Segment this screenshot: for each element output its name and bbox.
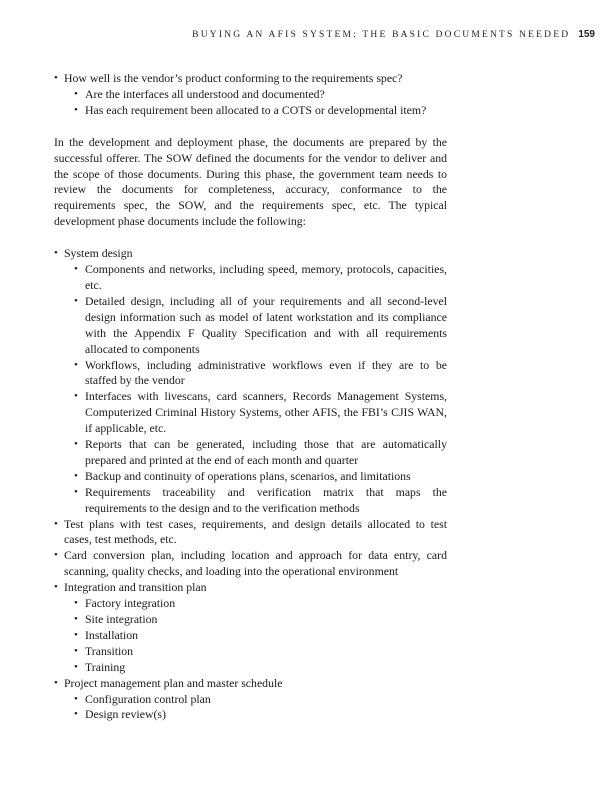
sub-list-item: • Configuration control plan bbox=[64, 692, 447, 708]
sub-list-item: • Installation bbox=[64, 628, 447, 644]
sub-list-item: • Site integration bbox=[64, 612, 447, 628]
sub-list-item: • Are the interfaces all understood and documented? bbox=[64, 87, 447, 103]
sub-list-item: • Interfaces with livescans, card scanners, Records Management Systems, Computerized Criminal History Systems, other AFIS, the FBI’s CJIS WAN, if applicable, etc. bbox=[64, 389, 447, 437]
sub-list-item: • Reports that can be generated, including those that are automatically prepared and printed at the end of each month and quarter bbox=[64, 437, 447, 469]
body-paragraph: In the development and deployment phase, the documents are prepared by the successful offerer. The SOW defined the documents for the vendor to deliver and the scope of those documents. During this phase, the government team needs to review the documents for completeness, accuracy, conformance to the requirements spec, the SOW, and the requirements spec, etc. The typical development phase documents include the following: bbox=[54, 134, 447, 229]
sub-list bbox=[64, 692, 447, 724]
list-item-text: Project management plan and master schedule bbox=[64, 675, 283, 690]
sub-list-item: • Detailed design, including all of your requirements and all second-level design information such as model of latent workstation and its compliance with the Appendix F Quality Specification and with all requirements allocated to components bbox=[64, 294, 447, 358]
intro-list bbox=[54, 71, 447, 119]
sub-list-item: • Training bbox=[64, 660, 447, 676]
list-item bbox=[54, 548, 447, 580]
sub-list-item: • Components and networks, including speed, memory, protocols, capacities, etc. bbox=[64, 262, 447, 294]
documents-list bbox=[54, 246, 447, 723]
list-item-text: System design bbox=[64, 246, 133, 261]
list-item-text: Test plans with test cases, requirements, and design details allocated to test cases, test methods, etc. bbox=[64, 516, 447, 547]
list-item bbox=[54, 676, 447, 724]
sub-list bbox=[64, 596, 447, 676]
list-item bbox=[54, 517, 447, 549]
list-item bbox=[54, 580, 447, 675]
sub-list-item: • Backup and continuity of operations plans, scenarios, and limitations bbox=[64, 469, 447, 485]
list-item-text: Card conversion plan, including location and approach for data entry, card scanning, quality checks, and loading into the operational environment bbox=[64, 548, 447, 579]
list-item-text: Integration and transition plan bbox=[64, 580, 207, 595]
list-item-text: How well is the vendor’s product conforming to the requirements spec? bbox=[64, 71, 403, 85]
sub-list-item: • Requirements traceability and verification matrix that maps the requirements to the design and to the verification methods bbox=[64, 485, 447, 517]
page-number: 159 bbox=[578, 29, 595, 40]
sub-list-item: • Design review(s) bbox=[64, 707, 447, 723]
list-item bbox=[54, 246, 447, 516]
sub-list-item: • Has each requirement been allocated to a COTS or developmental item? bbox=[64, 103, 447, 119]
sub-list-item: • Transition bbox=[64, 644, 447, 660]
list-item bbox=[54, 71, 447, 119]
running-title: BUYING AN AFIS SYSTEM: THE BASIC DOCUMENTS NEEDED bbox=[192, 30, 571, 40]
running-head bbox=[192, 29, 595, 40]
sub-list bbox=[64, 262, 447, 517]
sub-list-item: • Workflows, including administrative workflows even if they are to be staffed by the vendor bbox=[64, 358, 447, 390]
sub-list bbox=[64, 87, 447, 119]
sub-list-item: • Factory integration bbox=[64, 596, 447, 612]
page-body bbox=[54, 71, 447, 723]
